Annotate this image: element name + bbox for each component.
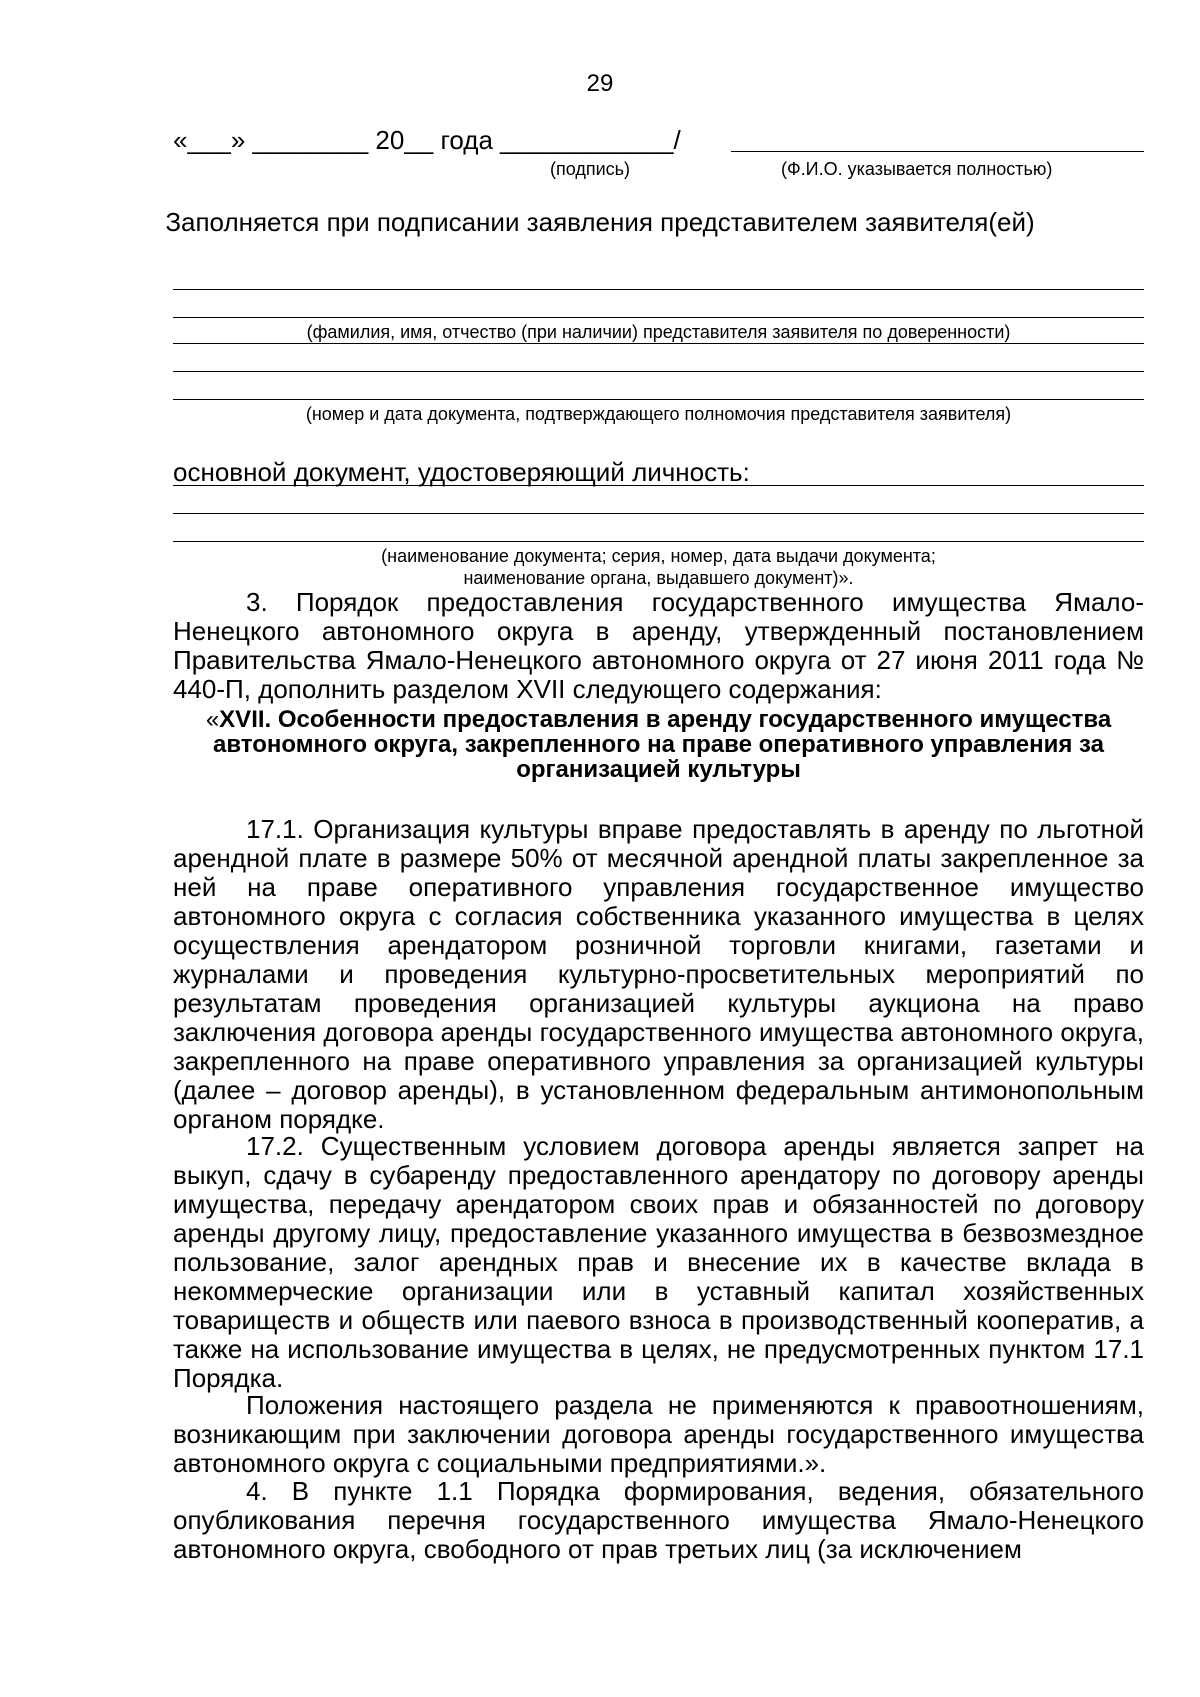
paragraph-4: 4. В пункте 1.1 Порядка формирования, ведения, обязательного опубликования перечня государственного имущества Ямало-Ненецкого автономного округа, свободного от прав третьих лиц (за исключением [173, 1476, 1144, 1564]
paragraph-17-1: 17.1. Организация культуры вправе предоставлять в аренду по льготной арендной плате в размере 50% от месячной арендной платы закрепленное за ней на праве оперативного управления государственное имущество автономного округа с согласия собственника указанного имущества в целях осуществления арендатором розничной торговли книгами, газетами и журналами и проведения культурно-просветительных мероприятий по результатам проведения организацией культуры аукциона на право заключения договора аренды государственного имущества автономного округа, закрепленного на праве оперативного управления за организацией культуры (далее – договор аренды), в установленном федеральным антимонопольным органом порядке. [173, 814, 1144, 1134]
fio-blank-line [731, 151, 1144, 152]
signature-blank: ____________/ [500, 125, 681, 155]
name-line-3 [173, 343, 1144, 344]
paragraph-positions: Положения настоящего раздела не применяются к правоотношениям, возникающим при заключении договора аренды государственного имущества автономного округа с социальными предприятиями.». [173, 1390, 1144, 1478]
authority-line-2 [173, 399, 1144, 400]
id-doc-line-1 [173, 485, 1144, 486]
id-doc-line-3 [173, 541, 1144, 542]
fio-caption: (Ф.И.О. указывается полностью) [781, 159, 1053, 179]
page-number: 29 [586, 70, 614, 97]
paragraph-3: 3. Порядок предоставления государственного имущества Ямало-Ненецкого автономного округа в аренду, утвержденный постановлением Правительства Ямало-Ненецкого автономного округа от 27 июня 2011 года № 440-П, дополнить разделом XVII следующего содержания: [173, 587, 1144, 704]
authority-doc-caption: (номер и дата документа, подтверждающего полномочия представителя заявителя) [305, 404, 1012, 424]
id-doc-caption-line1: (наименование документа; серия, номер, дата выдачи документа; [381, 546, 936, 566]
name-caption: (фамилия, имя, отчество (при наличии) представителя заявителя по доверенности) [306, 322, 1011, 342]
section-title-text: XVII. Особенности предоставления в аренду государственного имущества автономного округа, закрепленного на праве оперативного управления за организацией культуры [213, 706, 1112, 783]
name-line-1 [173, 289, 1144, 290]
id-doc-label: основной документ, удостоверяющий личность: [173, 457, 750, 487]
section-title [173, 707, 1144, 782]
section-quote: « [205, 706, 220, 733]
id-doc-caption-line2: наименование органа, выдавшего документ)». [463, 568, 854, 588]
signature-caption: (подпись) [550, 159, 631, 179]
authority-line-1 [173, 371, 1144, 372]
signature-row [173, 125, 1144, 155]
representative-heading: Заполняется при подписании заявления представителем заявителя(ей) [165, 207, 1035, 237]
paragraph-17-2: 17.2. Существенным условием договора аренды является запрет на выкуп, сдачу в субаренду предоставленного арендатору по договору аренды имущества, передачу арендатором своих прав и обязанностей по договору аренды другому лицу, предоставление указанного имущества в безвозмездное пользование, залог арендных прав и внесение их в качестве вклада в некоммерческие организации или в уставный капитал хозяйственных товариществ и обществ или паевого взноса в производственный кооператив, а также на использование имущества в целях, не предусмотренных пунктом 17.1 Порядка. [173, 1131, 1144, 1393]
id-doc-line-2 [173, 513, 1144, 514]
date-line: «___» ________ 20__ года [173, 125, 493, 155]
name-line-2 [173, 317, 1144, 318]
